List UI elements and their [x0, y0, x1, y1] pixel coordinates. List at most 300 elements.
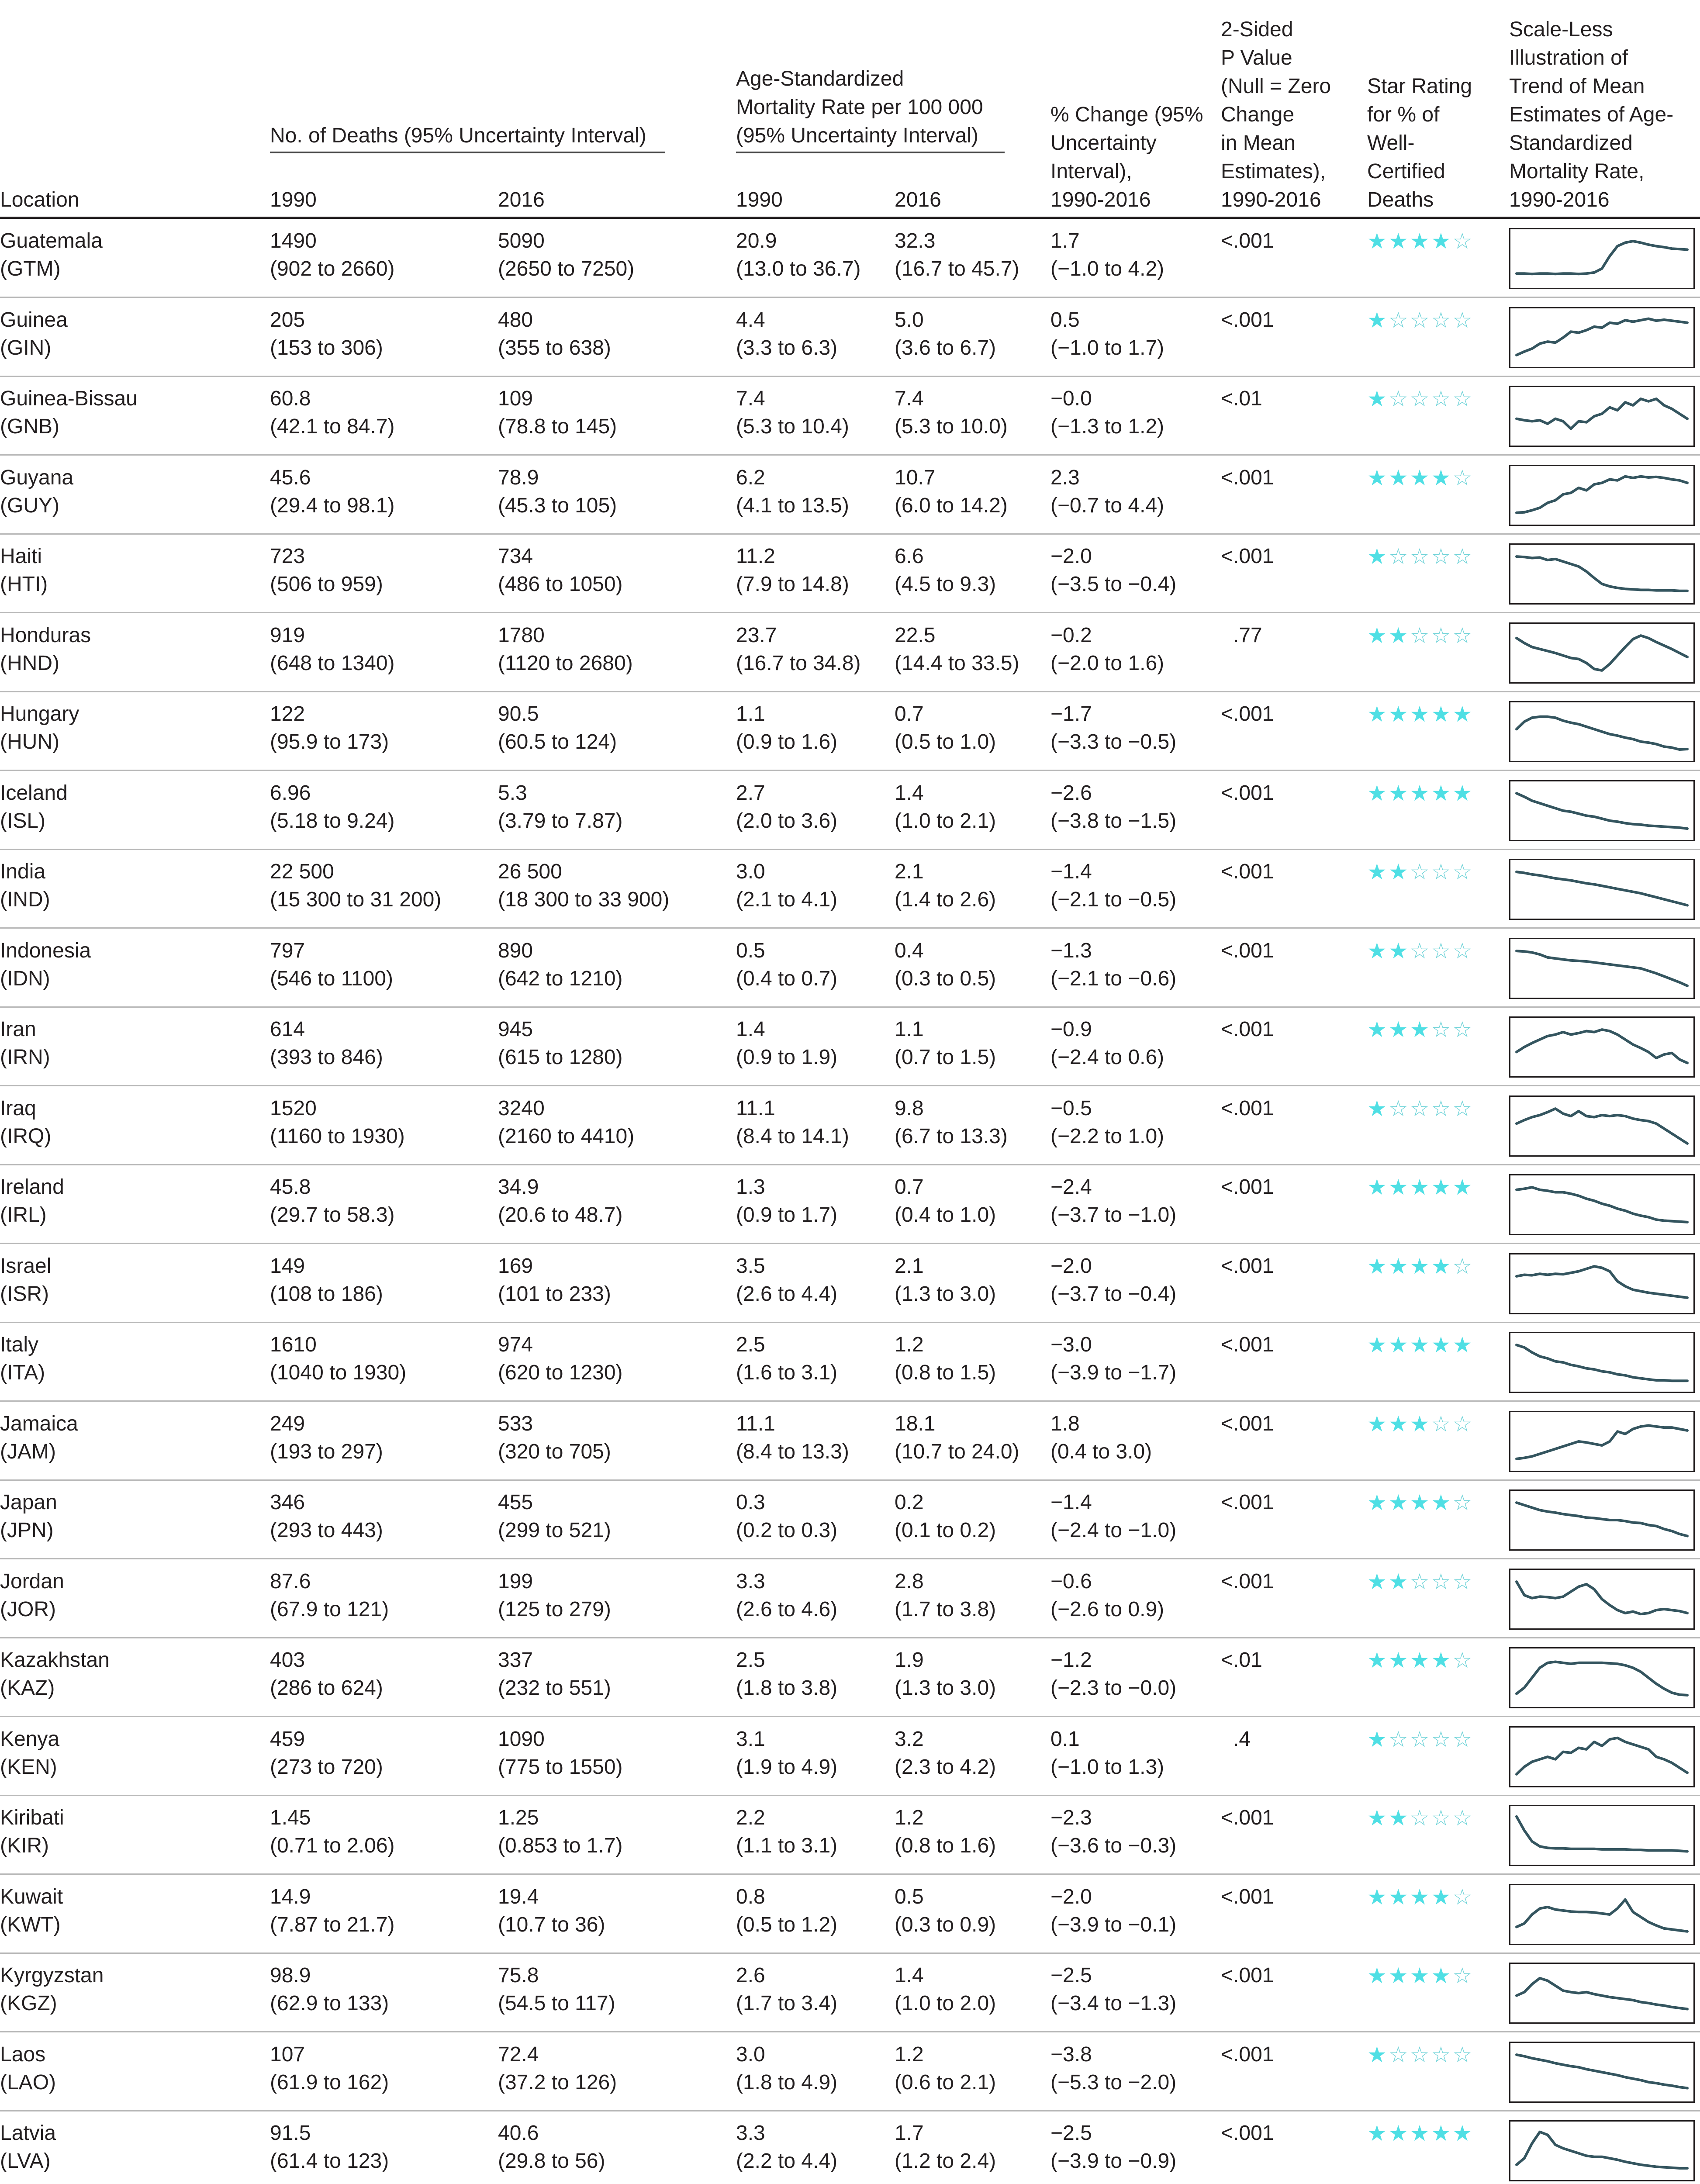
cell-code: (KAZ)	[0, 1676, 55, 1700]
cell-country: Kazakhstan	[0, 1648, 110, 1672]
trend-sparkline-svg	[1510, 308, 1693, 367]
cell-code: (GUY)	[0, 494, 59, 517]
cell-chg: −0.9	[1050, 1018, 1092, 1041]
header-change: % Change (95% Uncertainty Interval), 1990-2016	[1050, 103, 1203, 211]
cell-d1990-ui: (0.71 to 2.06)	[270, 1834, 395, 1857]
cell-country: Jordan	[0, 1569, 64, 1593]
cell-r2016-ui: (0.7 to 1.5)	[895, 1046, 996, 1069]
star-rating	[1367, 1489, 1474, 1516]
cell-chg: −2.5	[1050, 1964, 1092, 1987]
star-filled-icon: ★	[1388, 938, 1410, 964]
cell-d1990: 346	[270, 1491, 305, 1514]
trend-sparkline-svg	[1510, 2043, 1693, 2101]
cell-r1990: 2.5	[736, 1648, 765, 1672]
table-row	[0, 929, 1700, 1008]
cell-country: Iceland	[0, 781, 68, 805]
star-empty-icon: ☆	[1431, 386, 1453, 411]
star-filled-icon: ★	[1367, 228, 1389, 254]
star-filled-icon: ★	[1410, 1490, 1431, 1515]
star-rating	[1367, 386, 1474, 412]
star-empty-icon: ☆	[1431, 1017, 1453, 1042]
cell-d1990: 22 500	[270, 860, 334, 883]
cell-d2016-ui: (60.5 to 124)	[498, 730, 617, 753]
cell-d2016-ui: (355 to 638)	[498, 336, 611, 359]
star-filled-icon: ★	[1388, 1884, 1410, 1910]
cell-d2016-ui: (10.7 to 36)	[498, 1913, 605, 1936]
header-rate-group: Age-Standardized Mortality Rate per 100 000 (95% Uncertainty Interval)	[736, 65, 1005, 153]
cell-chg: −0.6	[1050, 1569, 1092, 1593]
star-empty-icon: ☆	[1431, 1411, 1453, 1437]
cell-chg-ui: (−2.6 to 0.9)	[1050, 1597, 1164, 1621]
star-filled-icon: ★	[1367, 1175, 1389, 1200]
star-filled-icon: ★	[1388, 1963, 1410, 1988]
cell-r2016-ui: (0.4 to 1.0)	[895, 1203, 996, 1227]
star-empty-icon: ☆	[1452, 622, 1474, 648]
cell-d2016: 5090	[498, 229, 545, 252]
cell-r1990: 1.4	[736, 1018, 765, 1041]
cell-d1990: 60.8	[270, 387, 311, 410]
table-row	[0, 1954, 1700, 2032]
star-filled-icon: ★	[1410, 2121, 1431, 2146]
table-row	[0, 377, 1700, 456]
cell-d2016: 75.8	[498, 1964, 539, 1987]
cell-chg: −1.4	[1050, 860, 1092, 883]
cell-chg: −1.2	[1050, 1648, 1092, 1672]
cell-r2016-ui: (10.7 to 24.0)	[895, 1440, 1019, 1463]
star-empty-icon: ☆	[1452, 465, 1474, 491]
cell-country: Kuwait	[0, 1885, 63, 1908]
cell-chg: −1.3	[1050, 939, 1092, 962]
cell-p: <.001	[1221, 308, 1274, 332]
star-rating	[1367, 938, 1474, 964]
trend-line	[1517, 951, 1687, 986]
cell-code: (HUN)	[0, 730, 59, 753]
cell-r2016-ui: (1.0 to 2.1)	[895, 809, 996, 833]
table-row	[0, 1008, 1700, 1086]
table-row	[0, 1638, 1700, 1717]
star-rating	[1367, 1963, 1474, 1989]
star-filled-icon: ★	[1367, 1017, 1389, 1042]
star-filled-icon: ★	[1410, 780, 1431, 806]
trend-sparkline-svg	[1510, 1491, 1693, 1549]
cell-d1990: 1610	[270, 1333, 317, 1356]
star-rating	[1367, 1411, 1474, 1437]
star-filled-icon: ★	[1410, 1648, 1431, 1673]
cell-r1990: 23.7	[736, 623, 777, 647]
star-filled-icon: ★	[1431, 1175, 1453, 1200]
trend-line	[1517, 1187, 1687, 1222]
trend-line	[1517, 1030, 1687, 1063]
cell-country: Kenya	[0, 1727, 60, 1751]
cell-r2016: 1.4	[895, 1964, 924, 1987]
cell-d2016: 199	[498, 1569, 533, 1593]
star-empty-icon: ☆	[1452, 307, 1474, 333]
cell-d1990: 6.96	[270, 781, 311, 805]
star-filled-icon: ★	[1388, 702, 1410, 727]
cell-d2016-ui: (45.3 to 105)	[498, 494, 617, 517]
star-empty-icon: ☆	[1410, 1569, 1431, 1594]
trend-line	[1517, 476, 1687, 512]
trend-sparkline	[1509, 701, 1695, 762]
cell-r2016-ui: (0.6 to 2.1)	[895, 2070, 996, 2094]
star-empty-icon: ☆	[1452, 1095, 1474, 1121]
trend-sparkline-svg	[1510, 1648, 1693, 1707]
star-empty-icon: ☆	[1452, 1884, 1474, 1910]
table-row	[0, 1244, 1700, 1323]
star-filled-icon: ★	[1388, 1332, 1410, 1358]
star-filled-icon: ★	[1367, 386, 1389, 411]
cell-chg-ui: (−3.7 to −0.4)	[1050, 1282, 1177, 1306]
star-empty-icon: ☆	[1431, 544, 1453, 569]
cell-chg: 0.5	[1050, 308, 1080, 332]
cell-chg: −0.5	[1050, 1096, 1092, 1120]
cell-d2016-ui: (20.6 to 48.7)	[498, 1203, 623, 1227]
trend-sparkline-svg	[1510, 229, 1693, 288]
cell-r1990-ui: (2.6 to 4.6)	[736, 1597, 838, 1621]
cell-d1990: 1490	[270, 229, 317, 252]
trend-sparkline	[1509, 1726, 1695, 1787]
cell-d1990-ui: (42.1 to 84.7)	[270, 415, 395, 438]
star-empty-icon: ☆	[1388, 544, 1410, 569]
header-deaths-group: No. of Deaths (95% Uncertainty Interval)	[270, 121, 665, 153]
cell-d2016-ui: (642 to 1210)	[498, 967, 623, 990]
cell-r1990: 11.1	[736, 1096, 775, 1120]
cell-chg: −3.0	[1050, 1333, 1092, 1356]
table-row	[0, 1560, 1700, 1638]
cell-d2016: 78.9	[498, 466, 539, 489]
star-empty-icon: ☆	[1452, 1805, 1474, 1831]
cell-d1990-ui: (95.9 to 173)	[270, 730, 389, 753]
trend-sparkline-svg	[1510, 1412, 1693, 1471]
trend-line	[1517, 872, 1687, 905]
star-empty-icon: ☆	[1452, 544, 1474, 569]
cell-d1990-ui: (7.87 to 21.7)	[270, 1913, 395, 1936]
cell-chg: −3.8	[1050, 2042, 1092, 2066]
star-filled-icon: ★	[1388, 1017, 1410, 1042]
star-filled-icon: ★	[1388, 1569, 1410, 1594]
cell-d1990-ui: (273 to 720)	[270, 1755, 383, 1779]
cell-chg-ui: (−2.1 to −0.5)	[1050, 888, 1177, 911]
star-filled-icon: ★	[1410, 1332, 1431, 1358]
star-empty-icon: ☆	[1410, 386, 1431, 411]
trend-line	[1517, 1978, 1687, 2009]
cell-r2016-ui: (1.7 to 3.8)	[895, 1597, 996, 1621]
cell-p: <.001	[1221, 545, 1274, 568]
star-filled-icon: ★	[1452, 1332, 1474, 1358]
cell-r2016: 2.8	[895, 1569, 924, 1593]
cell-r2016: 3.2	[895, 1727, 924, 1751]
cell-code: (IRQ)	[0, 1124, 52, 1148]
cell-chg-ui: (−0.7 to 4.4)	[1050, 494, 1164, 517]
trend-line	[1517, 793, 1687, 829]
star-filled-icon: ★	[1410, 465, 1431, 491]
header-rule	[0, 217, 1700, 219]
cell-d2016-ui: (125 to 279)	[498, 1597, 611, 1621]
trend-sparkline	[1509, 780, 1695, 841]
cell-d2016-ui: (29.8 to 56)	[498, 2149, 605, 2173]
cell-p: <.001	[1221, 1491, 1274, 1514]
star-rating	[1367, 1726, 1474, 1752]
star-filled-icon: ★	[1367, 1411, 1389, 1437]
cell-r1990-ui: (1.8 to 3.8)	[736, 1676, 838, 1700]
cell-chg-ui: (−1.0 to 4.2)	[1050, 257, 1164, 280]
cell-d1990-ui: (61.9 to 162)	[270, 2070, 389, 2094]
star-filled-icon: ★	[1367, 1332, 1389, 1358]
cell-d2016-ui: (615 to 1280)	[498, 1046, 623, 1069]
trend-sparkline-svg	[1510, 2122, 1693, 2180]
cell-r1990: 3.1	[736, 1727, 765, 1751]
trend-sparkline	[1509, 1332, 1695, 1393]
star-filled-icon: ★	[1367, 1569, 1389, 1594]
cell-chg-ui: (−1.3 to 1.2)	[1050, 415, 1164, 438]
cell-d1990: 919	[270, 623, 305, 647]
cell-code: (KGZ)	[0, 1992, 57, 2015]
cell-d1990: 87.6	[270, 1569, 311, 1593]
cell-p: <.001	[1221, 1806, 1274, 1829]
cell-chg: −2.5	[1050, 2122, 1092, 2145]
cell-p: <.001	[1221, 702, 1274, 726]
star-rating	[1367, 1884, 1474, 1910]
star-empty-icon: ☆	[1431, 1095, 1453, 1121]
cell-p: <.001	[1221, 2122, 1274, 2145]
trend-line	[1517, 2055, 1687, 2088]
cell-d1990-ui: (902 to 2660)	[270, 257, 395, 280]
cell-r2016-ui: (0.1 to 0.2)	[895, 1519, 996, 1542]
cell-chg-ui: (−3.9 to −0.1)	[1050, 1913, 1177, 1936]
cell-d1990-ui: (648 to 1340)	[270, 651, 395, 675]
trend-sparkline	[1509, 228, 1695, 289]
cell-r2016: 2.1	[895, 860, 924, 883]
trend-sparkline	[1509, 1411, 1695, 1472]
cell-d2016: 34.9	[498, 1175, 539, 1199]
cell-d2016: 945	[498, 1018, 533, 1041]
cell-r1990-ui: (0.2 to 0.3)	[736, 1519, 838, 1542]
star-filled-icon: ★	[1410, 1411, 1431, 1437]
trend-line	[1517, 2132, 1687, 2168]
star-empty-icon: ☆	[1410, 307, 1431, 333]
cell-d2016-ui: (3.79 to 7.87)	[498, 809, 623, 833]
trend-sparkline-svg	[1510, 1018, 1693, 1076]
star-filled-icon: ★	[1410, 702, 1431, 727]
cell-code: (HTI)	[0, 573, 48, 596]
cell-r2016: 1.4	[895, 781, 924, 805]
cell-code: (GTM)	[0, 257, 61, 280]
star-filled-icon: ★	[1367, 1884, 1389, 1910]
cell-r1990-ui: (0.4 to 0.7)	[736, 967, 838, 990]
star-rating	[1367, 780, 1474, 806]
trend-line	[1517, 1738, 1687, 1774]
trend-line	[1517, 556, 1687, 591]
star-rating	[1367, 1805, 1474, 1831]
cell-p: <.001	[1221, 1569, 1274, 1593]
cell-country: Hungary	[0, 702, 79, 726]
cell-d1990-ui: (1160 to 1930)	[270, 1124, 405, 1148]
cell-country: Guyana	[0, 466, 74, 489]
cell-r1990: 3.5	[736, 1254, 765, 1278]
cell-r1990-ui: (3.3 to 6.3)	[736, 336, 838, 359]
cell-d1990-ui: (5.18 to 9.24)	[270, 809, 395, 833]
star-empty-icon: ☆	[1410, 1805, 1431, 1831]
cell-chg: −1.4	[1050, 1491, 1092, 1514]
star-rating	[1367, 1253, 1474, 1279]
cell-chg: −2.0	[1050, 1254, 1092, 1278]
cell-d1990-ui: (29.7 to 58.3)	[270, 1203, 395, 1227]
table-row	[0, 2111, 1700, 2184]
star-filled-icon: ★	[1367, 2042, 1389, 2067]
cell-d2016: 337	[498, 1648, 533, 1672]
cell-d2016-ui: (232 to 551)	[498, 1676, 611, 1700]
cell-r2016: 0.7	[895, 702, 924, 726]
trend-sparkline	[1509, 1647, 1695, 1708]
cell-r2016: 1.7	[895, 2122, 924, 2145]
cell-p: <.01	[1221, 387, 1262, 410]
star-empty-icon: ☆	[1452, 1253, 1474, 1279]
cell-p: <.001	[1221, 1412, 1274, 1435]
star-empty-icon: ☆	[1431, 859, 1453, 885]
cell-chg-ui: (−1.0 to 1.7)	[1050, 336, 1164, 359]
star-filled-icon: ★	[1431, 1648, 1453, 1673]
cell-r1990: 11.2	[736, 545, 775, 568]
cell-p: <.001	[1221, 1333, 1274, 1356]
cell-r2016: 1.9	[895, 1648, 924, 1672]
star-filled-icon: ★	[1410, 1884, 1431, 1910]
cell-r1990: 4.4	[736, 308, 765, 332]
trend-sparkline-svg	[1510, 624, 1693, 682]
star-empty-icon: ☆	[1452, 386, 1474, 411]
cell-d2016: 480	[498, 308, 533, 332]
cell-r1990-ui: (16.7 to 34.8)	[736, 651, 861, 675]
trend-sparkline	[1509, 1569, 1695, 1630]
cell-d2016: 890	[498, 939, 533, 962]
cell-r2016: 18.1	[895, 1412, 936, 1435]
cell-d1990: 797	[270, 939, 305, 962]
star-filled-icon: ★	[1431, 1490, 1453, 1515]
cell-chg-ui: (−3.7 to −1.0)	[1050, 1203, 1177, 1227]
trend-sparkline-svg	[1510, 1570, 1693, 1628]
star-filled-icon: ★	[1367, 1490, 1389, 1515]
cell-r1990: 0.8	[736, 1885, 765, 1908]
cell-d2016: 455	[498, 1491, 533, 1514]
star-filled-icon: ★	[1367, 1648, 1389, 1673]
cell-r1990-ui: (2.6 to 4.4)	[736, 1282, 838, 1306]
star-empty-icon: ☆	[1452, 1490, 1474, 1515]
trend-sparkline-svg	[1510, 545, 1693, 603]
cell-chg-ui: (−5.3 to −2.0)	[1050, 2070, 1177, 2094]
cell-chg: 1.8	[1050, 1412, 1080, 1435]
cell-d2016: 3240	[498, 1096, 545, 1120]
cell-r1990-ui: (8.4 to 14.1)	[736, 1124, 849, 1148]
trend-sparkline	[1509, 1884, 1695, 1945]
star-filled-icon: ★	[1367, 1095, 1389, 1121]
cell-d2016-ui: (775 to 1550)	[498, 1755, 623, 1779]
star-filled-icon: ★	[1388, 2121, 1410, 2146]
star-empty-icon: ☆	[1388, 386, 1410, 411]
cell-d2016-ui: (2160 to 4410)	[498, 1124, 635, 1148]
star-empty-icon: ☆	[1431, 1726, 1453, 1752]
star-rating	[1367, 1569, 1474, 1595]
cell-p: <.001	[1221, 1175, 1274, 1199]
cell-p: <.001	[1221, 466, 1274, 489]
cell-chg-ui: (−3.6 to −0.3)	[1050, 1834, 1177, 1857]
cell-d2016-ui: (320 to 705)	[498, 1440, 611, 1463]
trend-sparkline-svg	[1510, 1254, 1693, 1313]
cell-chg: −2.6	[1050, 781, 1092, 805]
star-filled-icon: ★	[1367, 2121, 1389, 2146]
cell-chg-ui: (−3.8 to −1.5)	[1050, 809, 1177, 833]
header-deaths-2016: 2016	[498, 188, 545, 211]
cell-p: <.001	[1221, 2042, 1274, 2066]
cell-r1990-ui: (1.9 to 4.9)	[736, 1755, 838, 1779]
cell-d1990-ui: (393 to 846)	[270, 1046, 383, 1069]
cell-country: Latvia	[0, 2122, 56, 2145]
trend-sparkline	[1509, 465, 1695, 526]
cell-d2016-ui: (299 to 521)	[498, 1519, 611, 1542]
trend-line	[1517, 1345, 1687, 1381]
table-row	[0, 1402, 1700, 1481]
trend-sparkline-svg	[1510, 860, 1693, 919]
table-row	[0, 850, 1700, 929]
cell-d1990: 122	[270, 702, 305, 726]
header-star-rating: Star Rating for % of Well- Certified Deaths	[1367, 75, 1472, 211]
cell-d1990-ui: (153 to 306)	[270, 336, 383, 359]
star-rating	[1367, 1016, 1474, 1043]
cell-r1990: 2.5	[736, 1333, 765, 1356]
cell-chg: 1.7	[1050, 229, 1080, 252]
cell-chg-ui: (−1.0 to 1.3)	[1050, 1755, 1164, 1779]
cell-d2016: 1.25	[498, 1806, 539, 1829]
cell-r2016-ui: (14.4 to 33.5)	[895, 651, 1019, 675]
cell-chg: −1.7	[1050, 702, 1092, 726]
cell-code: (IND)	[0, 888, 50, 911]
trend-sparkline	[1509, 1253, 1695, 1314]
trend-sparkline-svg	[1510, 466, 1693, 525]
trend-line	[1517, 1582, 1687, 1614]
cell-p: <.001	[1221, 860, 1274, 883]
star-filled-icon: ★	[1367, 702, 1389, 727]
cell-r2016: 2.1	[895, 1254, 924, 1278]
cell-country: Ireland	[0, 1175, 64, 1199]
trend-sparkline-svg	[1510, 702, 1693, 761]
cell-chg-ui: (−2.4 to −1.0)	[1050, 1519, 1177, 1542]
cell-p: .77	[1233, 623, 1262, 647]
cell-r2016: 0.5	[895, 1885, 924, 1908]
cell-r1990: 3.0	[736, 860, 765, 883]
cell-d1990: 249	[270, 1412, 305, 1435]
trend-line	[1517, 636, 1687, 670]
cell-country: Kyrgyzstan	[0, 1964, 104, 1987]
cell-r2016-ui: (0.8 to 1.6)	[895, 1834, 996, 1857]
cell-d1990: 1.45	[270, 1806, 311, 1829]
star-empty-icon: ☆	[1431, 1805, 1453, 1831]
star-empty-icon: ☆	[1431, 622, 1453, 648]
cell-d1990-ui: (546 to 1100)	[270, 967, 393, 990]
star-empty-icon: ☆	[1452, 228, 1474, 254]
star-empty-icon: ☆	[1431, 1569, 1453, 1594]
table-row	[0, 298, 1700, 377]
cell-r2016: 32.3	[895, 229, 936, 252]
cell-r1990-ui: (1.1 to 3.1)	[736, 1834, 838, 1857]
cell-p: <.001	[1221, 781, 1274, 805]
cell-d1990-ui: (506 to 959)	[270, 573, 383, 596]
star-empty-icon: ☆	[1388, 1095, 1410, 1121]
cell-r2016-ui: (5.3 to 10.0)	[895, 415, 1008, 438]
cell-country: India	[0, 860, 46, 883]
cell-d2016: 26 500	[498, 860, 562, 883]
star-filled-icon: ★	[1452, 1175, 1474, 1200]
cell-d2016: 109	[498, 387, 533, 410]
table-row	[0, 1165, 1700, 1244]
cell-code: (GIN)	[0, 336, 52, 359]
